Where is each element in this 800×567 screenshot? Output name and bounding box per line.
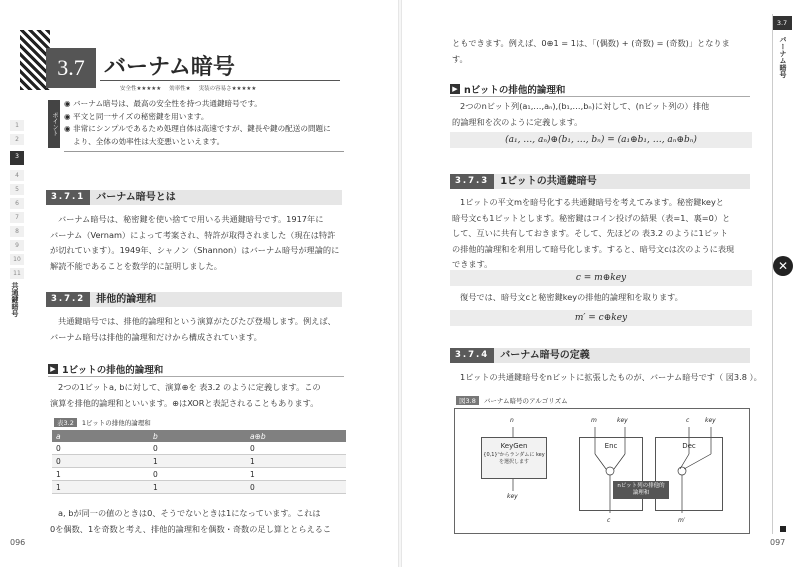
figure-caption: 図3.8 バーナム暗号のアルゴリズム [456,396,568,405]
dec-input-key: key [705,417,716,424]
xor-note: nビット列の排他的論理和 [613,481,669,499]
point-item: より、全体の効率性は大変悪いといえます。 [73,136,225,146]
section-title: バーナム暗号の定義 [494,348,750,363]
tab-chapter-6[interactable]: 6 [10,198,24,209]
tab-chapter-1[interactable]: 1 [10,120,24,131]
section-3-7-2-body: 共通鍵暗号では、排他的論理和という演算がたびたび登場します。例えば、 バーナム暗号は排他的論理和だけから構成されています。 [50,316,336,342]
subsection-rule [450,96,750,97]
decrypt-text: 復号では、暗号文cと秘密鍵keyの排他的論理和を取ります。 [460,292,683,302]
input-n-label: n [510,417,514,424]
section-number: 3.7.4 [450,348,494,363]
subsection-nbit-body: 2つのnビット列(a₁,…,aₙ),(b₁,…,bₙ)に対して、(nビット列の）排他 的論理和を次のように定義します。 [452,101,710,127]
tab-chapter-2[interactable]: 2 [10,134,24,145]
point-list [64,98,344,152]
dec-output-m-prime: m′ [678,517,686,524]
table-row: 0 0 0 [52,442,346,455]
section-3-7-4 [450,348,750,363]
dec-box: Dec [655,437,723,511]
subsection-1bit-xor: ▶ 1ビットの排他的論理和 [48,362,163,376]
formula-encrypt: c = m⊕key [450,270,752,286]
formula-nbit-xor: (a₁, …, aₙ)⊕(b₁, …, bₙ) = (a₁⊕b₁, …, aₙ⊕bₙ) [450,132,752,148]
column-header: a [52,430,149,442]
section-3-7-2 [46,292,342,307]
subsection-rule [48,376,344,377]
enc-input-key: key [617,417,628,424]
column-header: b [149,430,246,442]
chapter-rule [100,80,340,81]
tab-chapter-8[interactable]: 8 [10,226,24,237]
after-table-text: a, bが同一の値のときは0、そうでないときは1になっています。これは 0を偶数、1を奇数と考え、排他的論理和を偶数・奇数の足し算ととらえるこ [50,508,332,534]
section-number: 3.7.3 [450,174,494,189]
side-rule [772,14,773,534]
point-item: ◉ 平文と同一サイズの秘密鍵を用います。 [64,111,209,121]
close-circle-icon: ✕ [773,256,793,276]
enc-output-c: c [607,517,611,524]
chapter-title: バーナム暗号 [104,55,235,80]
section-title: バーナム暗号とは [90,190,342,205]
continued-text: ともできます。例えば、0⊕1 = 1は、「(偶数) + (奇数) = (奇数)」となりま す。 [452,38,730,64]
tab-chapter-4[interactable]: 4 [10,170,24,181]
enc-input-m: m [591,417,597,424]
tab-chapter-11[interactable]: 11 [10,268,24,279]
point-item: ◉ 非常にシンプルであるため処理自体は高速ですが、鍵長や鍵の配送の問題に [64,124,331,133]
formula-decrypt: m′ = c⊕key [450,310,752,326]
section-3-7-1-body: バーナム暗号は、秘密鍵を使い捨てで用いる共通鍵暗号です。1917年に バーナム（Vernam）によって考案され、特許が取得されました（現在は特許 が切れています）。1949年、シャノン（Shannon）はバーナム暗号が理論的に 解読不能であることを数学的に証明しました。 [50,214,340,271]
dec-input-c: c [686,417,690,424]
chapter-side-title: バーナム暗号 [779,36,787,78]
subsection-nbit-xor: ▶ nビットの排他的論理和 [450,82,565,96]
point-item: ◉ バーナム暗号は、最高の安全性を持つ共通鍵暗号です。 [64,99,262,108]
section-3-7-3-body: 1ビットの平文mを暗号化する共通鍵暗号を考えてみます。秘密鍵keyと 暗号文cも1ビットとします。秘密鍵はコイン投げの結果（表=1、裏=0）と して、互いに共有しておきます。そして、先ほどの 表3.2 のように1ビット の排他的論理和を利用して暗号化します。すると、暗号文cは次のように表現 できます。 [452,197,735,269]
section-number: 3.7.2 [46,292,90,307]
tab-chapter-9[interactable]: 9 [10,240,24,251]
rating-ease: 実装の容易さ★★★★★ [198,86,257,92]
subsection-marker-icon: ▶ [48,364,58,374]
section-3-7-4-body: 1ビットの共通鍵暗号をnビットに拡張したものが、バーナム暗号です（ 図3.8 ）。 [460,372,762,382]
tab-chapter-3[interactable]: 3 [10,151,24,165]
keygen-box: KeyGen {0,1}ⁿからランダムに key を選択します [481,437,547,479]
table-caption: 表3.2 1ビットの排他的論理和 [54,418,151,427]
algorithm-figure [454,408,750,534]
right-page [400,0,800,567]
table-row: 0 1 1 [52,455,346,468]
tab-chapter-10[interactable]: 10 [10,254,24,265]
xor-table [52,430,346,494]
section-3-7-1 [46,190,342,205]
section-3-7-3 [450,174,750,189]
point-label: ポイント [48,100,60,148]
section-title: 排他的論理和 [90,292,342,307]
rating-safety: 安全性★★★★★ [120,86,162,92]
tab-chapter-5[interactable]: 5 [10,184,24,195]
page-number: 096 [10,538,26,547]
section-title: 1ビットの共通鍵暗号 [494,174,750,189]
keygen-output-key: key [507,493,518,500]
ratings [120,84,256,92]
rating-efficiency: 効率性★ [169,86,191,92]
subsection-1bit-body: 2つの1ビットa, bに対して、演算⊕を 表3.2 のように定義します。この 演算を排他的論理和といいます。⊕はXORと表記されることもあります。 [50,382,321,408]
side-label: 共通鍵暗号 [11,282,19,317]
table-row: 1 1 0 [52,481,346,494]
enc-box: Enc [579,437,643,511]
table-row: 1 0 1 [52,468,346,481]
chapter-tab[interactable]: 3.7 [772,16,792,30]
page-number: 097 [770,538,786,547]
chapter-number: 3.7 [46,48,96,88]
column-header: a⊕b [246,430,346,442]
subsection-marker-icon: ▶ [450,84,460,94]
tab-chapter-7[interactable]: 7 [10,212,24,223]
page-end-marker-icon [780,526,786,532]
section-number: 3.7.1 [46,190,90,205]
